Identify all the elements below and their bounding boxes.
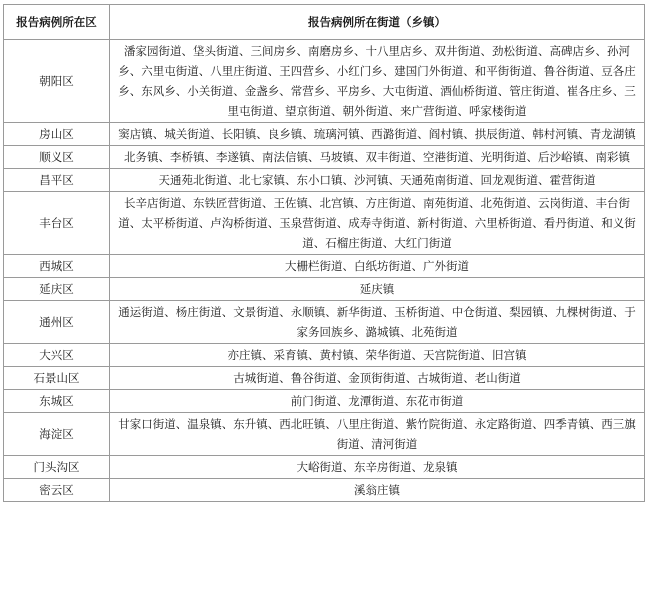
district-cell: 密云区	[4, 479, 110, 502]
case-location-table	[3, 4, 645, 502]
district-cell: 丰台区	[4, 192, 110, 255]
table-row	[4, 169, 645, 192]
district-cell: 朝阳区	[4, 40, 110, 123]
streets-cell: 古城街道、鲁谷街道、金顶街街道、古城街道、老山街道	[110, 367, 645, 390]
table-row	[4, 479, 645, 502]
table-row	[4, 40, 645, 123]
district-cell: 延庆区	[4, 278, 110, 301]
streets-cell: 亦庄镇、采育镇、黄村镇、荣华街道、天宫院街道、旧宫镇	[110, 344, 645, 367]
table-row	[4, 456, 645, 479]
streets-cell: 延庆镇	[110, 278, 645, 301]
district-cell: 大兴区	[4, 344, 110, 367]
table-row	[4, 278, 645, 301]
header-row	[4, 5, 645, 40]
streets-cell: 长辛店街道、东铁匠营街道、王佐镇、北宫镇、方庄街道、南苑街道、北苑街道、云岗街道、丰台街道、太平桥街道、卢沟桥街道、玉泉营街道、成寿寺街道、新村街道、六里桥街道、看丹街道、和义街道、石榴庄街道、大红门街道	[110, 192, 645, 255]
district-cell: 房山区	[4, 123, 110, 146]
table-row	[4, 146, 645, 169]
district-cell: 石景山区	[4, 367, 110, 390]
district-cell: 昌平区	[4, 169, 110, 192]
header-streets: 报告病例所在街道（乡镇）	[110, 5, 645, 40]
streets-cell: 北务镇、李桥镇、李遂镇、南法信镇、马坡镇、双丰街道、空港街道、光明街道、后沙峪镇、南彩镇	[110, 146, 645, 169]
table-row	[4, 301, 645, 344]
streets-cell: 甘家口街道、温泉镇、东升镇、西北旺镇、八里庄街道、紫竹院街道、永定路街道、四季青镇、西三旗街道、清河街道	[110, 413, 645, 456]
district-cell: 西城区	[4, 255, 110, 278]
table-row	[4, 255, 645, 278]
header-district: 报告病例所在区	[4, 5, 110, 40]
district-cell: 顺义区	[4, 146, 110, 169]
streets-cell: 通运街道、杨庄街道、文景街道、永顺镇、新华街道、玉桥街道、中仓街道、梨园镇、九棵树街道、于家务回族乡、潞城镇、北苑街道	[110, 301, 645, 344]
district-cell: 门头沟区	[4, 456, 110, 479]
streets-cell: 溪翁庄镇	[110, 479, 645, 502]
streets-cell: 潘家园街道、垡头街道、三间房乡、南磨房乡、十八里店乡、双井街道、劲松街道、高碑店乡、孙河乡、六里屯街道、八里庄街道、王四营乡、小红门乡、建国门外街道、和平街街道、鲁谷街道、豆各庄乡、东风乡、小关街道、金盏乡、常营乡、平房乡、大屯街道、酒仙桥街道、管庄街道、崔各庄乡、三里屯街道、望京街道、朝外街道、来广营街道、呼家楼街道	[110, 40, 645, 123]
district-cell: 东城区	[4, 390, 110, 413]
table-row	[4, 344, 645, 367]
table-row	[4, 390, 645, 413]
streets-cell: 窦店镇、城关街道、长阳镇、良乡镇、琉璃河镇、西潞街道、阎村镇、拱辰街道、韩村河镇、青龙湖镇	[110, 123, 645, 146]
district-cell: 海淀区	[4, 413, 110, 456]
district-cell: 通州区	[4, 301, 110, 344]
streets-cell: 前门街道、龙潭街道、东花市街道	[110, 390, 645, 413]
table-row	[4, 123, 645, 146]
table-row	[4, 192, 645, 255]
streets-cell: 大栅栏街道、白纸坊街道、广外街道	[110, 255, 645, 278]
table-row	[4, 367, 645, 390]
table-row	[4, 413, 645, 456]
streets-cell: 天通苑北街道、北七家镇、东小口镇、沙河镇、天通苑南街道、回龙观街道、霍营街道	[110, 169, 645, 192]
streets-cell: 大峪街道、东辛房街道、龙泉镇	[110, 456, 645, 479]
